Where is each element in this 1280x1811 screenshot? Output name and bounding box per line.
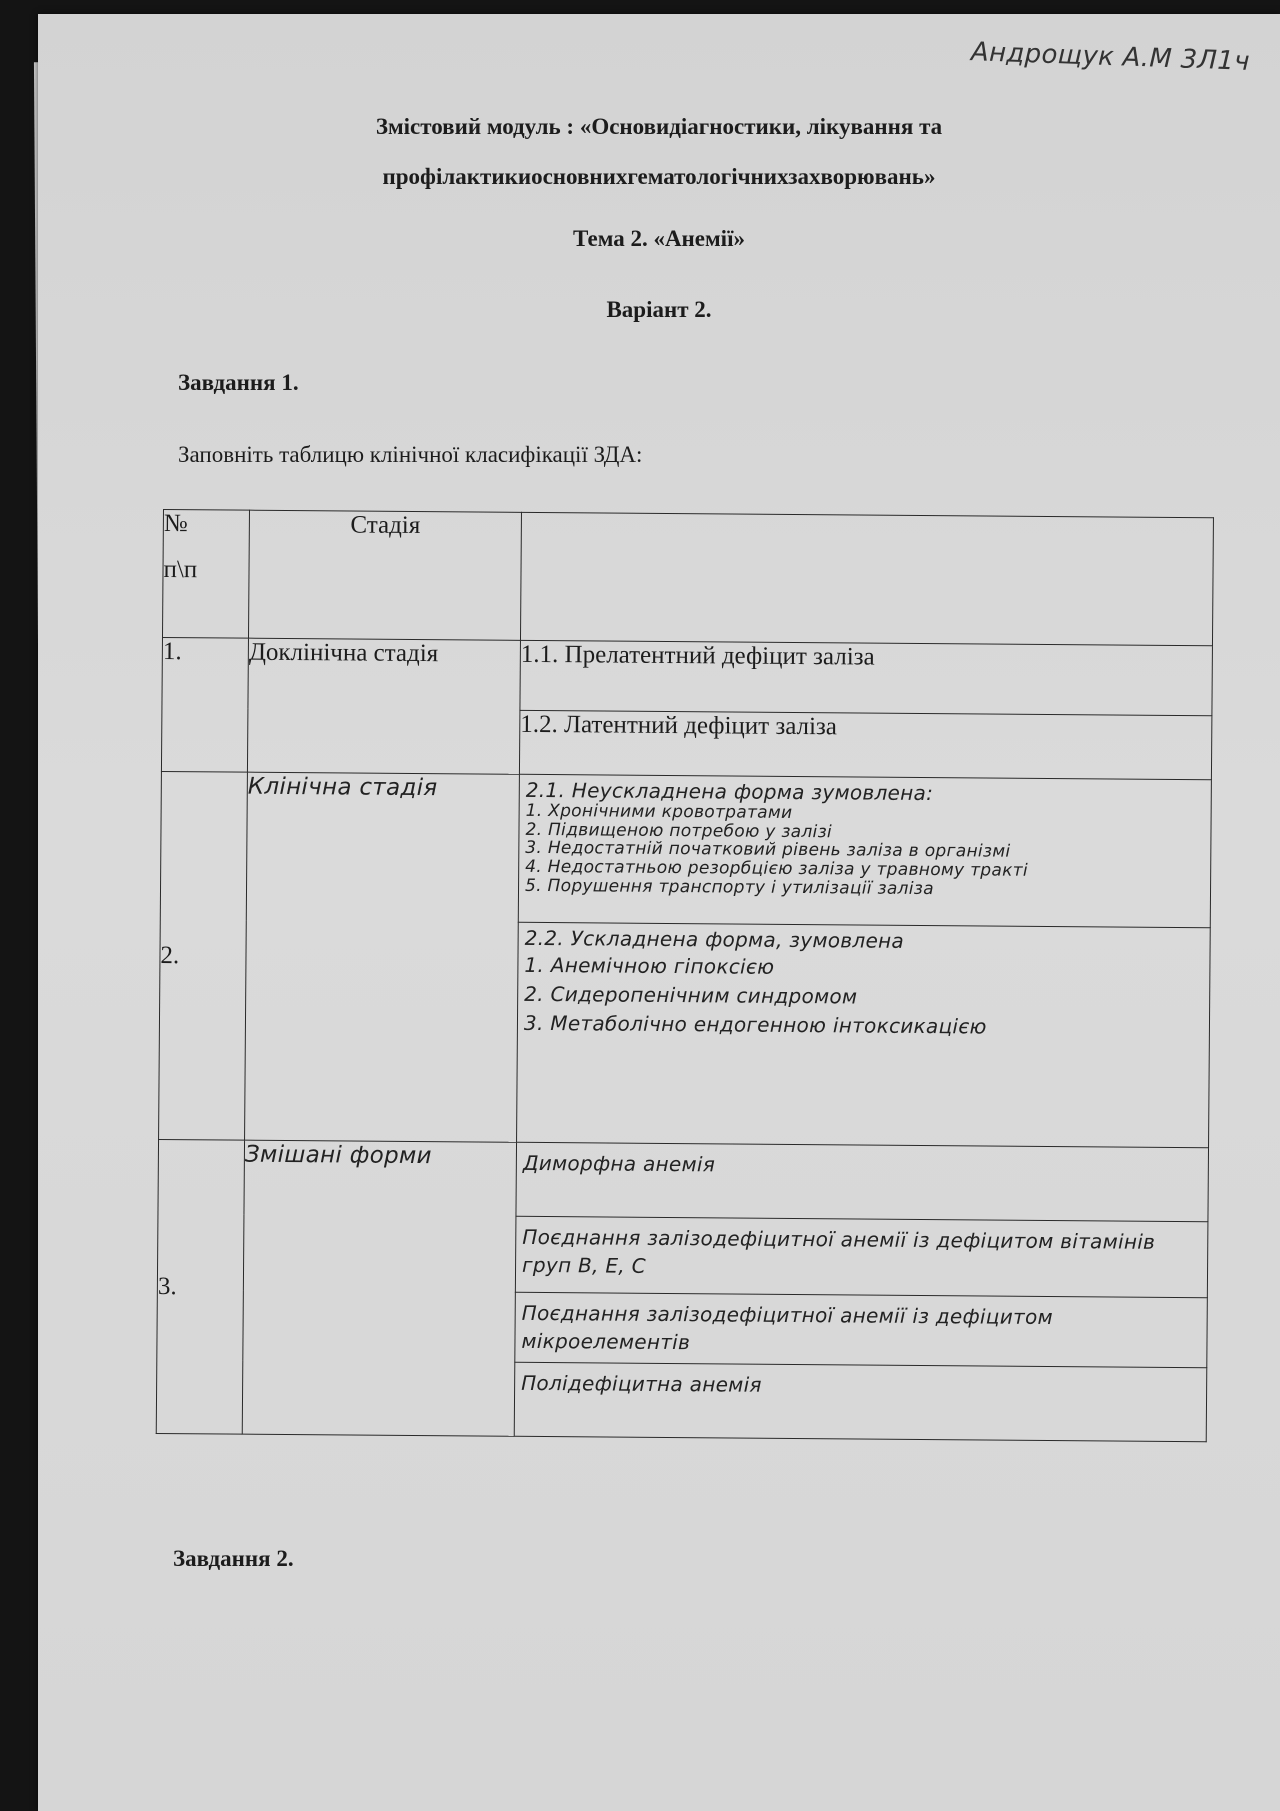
row2-sub1-line: 5. Порушення транспорту і утилізації заліза <box>524 875 934 899</box>
handwritten-signature: Андрощук А.М 3Л1ч <box>970 37 1251 77</box>
header-number-abbr: п\п <box>163 556 198 584</box>
row2-sub1-line: 4. Недостатньою резорбцією заліза у травному тракті <box>525 856 1029 881</box>
row3-item-4: Полідефіцитна анемія <box>521 1370 762 1397</box>
row2-number-cell <box>159 771 248 1140</box>
row2-sub1-title: 2.1. Неускладнена форма зумовлена: <box>525 777 934 806</box>
row2-sub1-line: 3. Недостатній початковий рівень заліза в організмі <box>525 838 1011 863</box>
topic-title: Тема 2. «Анемії» <box>573 226 745 251</box>
header-stage-cell <box>248 510 521 640</box>
row2-sub1-line: 1. Хронічними кровотратами <box>525 800 793 823</box>
row2-sub2-line: 1. Анемічною гіпоксією <box>524 952 775 979</box>
classification-table <box>156 509 1214 1442</box>
row1-item-1: 1.1. Прелатентний дефіцит заліза <box>520 640 875 671</box>
row1-stage-cell <box>247 638 520 774</box>
row2-sub2-line: 2. Сидеропенічним синдромом <box>524 981 858 1009</box>
row3-number: 3. <box>157 1272 177 1300</box>
task1-instruction: Заповніть таблицю клінічної класифікації ЗДА: <box>178 442 643 467</box>
row1-number: 1. <box>162 638 182 666</box>
row1-number-cell <box>161 637 248 772</box>
header-number-cell <box>162 510 249 639</box>
row3-number-cell <box>156 1139 244 1434</box>
header-stage-label: Стадія <box>350 511 421 540</box>
row3-item-2: Поєднання залізодефіцитної анемії із дефіцитом вітамінів груп В, Е, С <box>521 1224 1156 1278</box>
row3-item-1-cell <box>516 1142 1209 1221</box>
row2-complicated-cell <box>517 922 1211 1147</box>
header-number-sign: № <box>163 510 188 538</box>
task2-heading: Завдання 2. <box>173 1546 294 1571</box>
row2-stage: Клінічна стадія <box>247 773 438 802</box>
row3-item-1: Диморфна анемія <box>522 1150 716 1177</box>
row2-stage-cell <box>245 772 520 1142</box>
module-title-line-2: профілактикиосновнихгематологічнихзахворювань» <box>382 164 936 189</box>
row3-item-3-cell <box>515 1292 1208 1367</box>
row2-sub2-line: 3. Метаболічно ендогенною інтоксикацією <box>523 1010 987 1039</box>
table-row-2a <box>160 771 1211 927</box>
row1-stage: Доклінічна стадія <box>248 638 439 668</box>
row3-item-4-cell <box>514 1362 1207 1441</box>
row1-item-1-cell <box>520 640 1213 715</box>
row3-stage: Змішані форми <box>244 1141 432 1170</box>
header-empty-cell <box>520 512 1213 645</box>
row2-sub1-line: 2. Підвищеною потребою у залізі <box>525 819 833 842</box>
table-row-1a <box>162 637 1213 715</box>
document-page <box>38 14 1280 1811</box>
row3-item-2-cell <box>515 1216 1208 1297</box>
variant-title: Варіант 2. <box>606 297 712 322</box>
row2-number: 2. <box>160 941 180 969</box>
row3-item-3: Поєднання залізодефіцитної анемії із дефіцитом мікроелементів <box>521 1300 1054 1355</box>
row3-stage-cell <box>242 1140 516 1436</box>
row1-item-2: 1.2. Латентний дефіцит заліза <box>520 710 838 741</box>
row2-sub2-title: 2.2. Ускладнена форма, зумовлена <box>524 925 905 953</box>
module-title-line-1: Змістовий модуль : «Основидіагностики, лікування та <box>375 114 943 139</box>
row2-uncomplicated-cell <box>518 774 1211 927</box>
row1-item-2-cell <box>519 710 1211 779</box>
table-header-row <box>162 510 1213 646</box>
task1-heading: Завдання 1. <box>178 370 299 395</box>
table-row-3a <box>158 1139 1209 1221</box>
